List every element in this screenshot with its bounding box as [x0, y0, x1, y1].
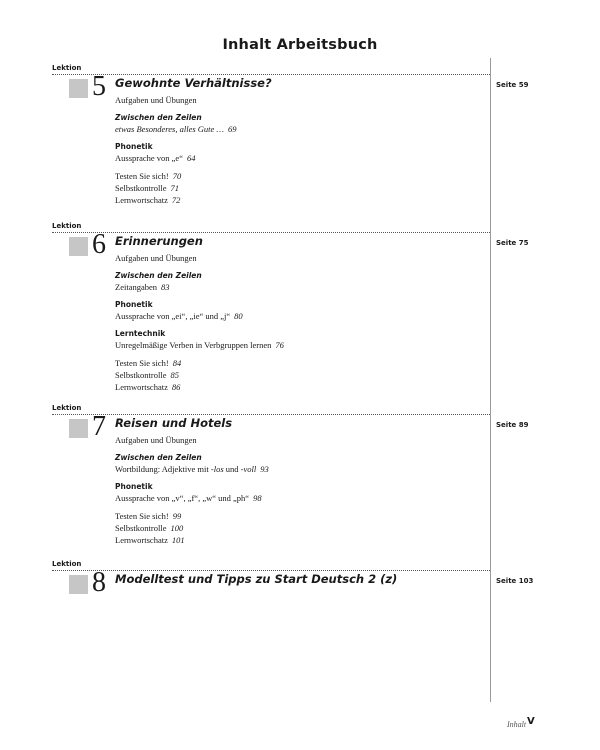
page-reference: Seite 75 [496, 239, 529, 247]
lerntechnik-entry: Unregelmäßige Verben in Verbgruppen lernen 76 [115, 340, 284, 350]
intro-line: Aufgaben und Übungen [115, 435, 197, 445]
zwischen-title: Zwischen den Zeilen [115, 113, 202, 122]
lesson-marker-box [69, 575, 88, 594]
intro-line: Aufgaben und Übungen [115, 253, 197, 263]
phonetik-title: Phonetik [115, 482, 153, 491]
selbstkontrolle-entry: Selbstkontrolle 85 [115, 370, 179, 380]
lernwortschatz-entry: Lernwortschatz 86 [115, 382, 181, 392]
footer-page-number: V [527, 716, 535, 727]
zwischen-entry: Zeitangaben 83 [115, 282, 170, 292]
lesson-heading[interactable]: Reisen und Hotels [115, 416, 233, 430]
lesson-number: 6 [92, 229, 106, 260]
lernwortschatz-entry: Lernwortschatz 72 [115, 195, 181, 205]
selbstkontrolle-entry: Selbstkontrolle 100 [115, 523, 184, 533]
dotted-divider [52, 74, 490, 75]
lesson-content [115, 572, 485, 590]
dotted-divider [52, 414, 490, 415]
lesson-number: 7 [92, 411, 106, 442]
lesson-number: 8 [92, 567, 106, 598]
lesson-label: Lektion [52, 404, 82, 412]
footer-section-name: Inhalt [507, 720, 527, 729]
zwischen-title: Zwischen den Zeilen [115, 453, 202, 462]
lesson-marker-box [69, 419, 88, 438]
lesson-label: Lektion [52, 222, 82, 230]
lesson-content [115, 234, 485, 393]
lesson-section-8 [52, 560, 552, 610]
lernwortschatz-entry: Lernwortschatz 101 [115, 535, 185, 545]
lesson-content [115, 76, 485, 206]
intro-line: Aufgaben und Übungen [115, 95, 197, 105]
selbstkontrolle-entry: Selbstkontrolle 71 [115, 183, 179, 193]
lerntechnik-title: Lerntechnik [115, 329, 166, 338]
phonetik-title: Phonetik [115, 142, 153, 151]
lesson-heading[interactable]: Erinnerungen [115, 234, 203, 248]
lesson-heading[interactable]: Modelltest und Tipps zu Start Deutsch 2 (z) [115, 572, 398, 586]
dotted-divider [52, 570, 490, 571]
lesson-content [115, 416, 485, 546]
lesson-section-5 [52, 64, 552, 214]
lesson-marker-box [69, 79, 88, 98]
page-title: Inhalt Arbeitsbuch [222, 37, 378, 53]
lesson-marker-box [69, 237, 88, 256]
lesson-label: Lektion [52, 560, 82, 568]
dotted-divider [52, 232, 490, 233]
page-reference: Seite 89 [496, 421, 529, 429]
lesson-heading[interactable]: Gewohnte Verhältnisse? [115, 76, 272, 90]
phonetik-entry: Aussprache von „e“ 64 [115, 153, 196, 163]
zwischen-entry: Wortbildung: Adjektive mit -los und -voll 93 [115, 464, 269, 474]
phonetik-entry: Aussprache von „ei“, „ie“ und „j“ 80 [115, 311, 243, 321]
phonetik-entry: Aussprache von „v“, „f“, „w“ und „ph“ 98 [115, 493, 262, 503]
page-reference: Seite 103 [496, 577, 534, 585]
testen-entry: Testen Sie sich! 99 [115, 511, 182, 521]
testen-entry: Testen Sie sich! 70 [115, 171, 182, 181]
zwischen-entry: etwas Besonderes, alles Gute … 69 [115, 124, 237, 134]
phonetik-title: Phonetik [115, 300, 153, 309]
zwischen-title: Zwischen den Zeilen [115, 271, 202, 280]
lesson-label: Lektion [52, 64, 82, 72]
lesson-section-7 [52, 404, 552, 554]
lesson-section-6 [52, 222, 552, 402]
lesson-number: 5 [92, 71, 106, 102]
page-reference: Seite 59 [496, 81, 529, 89]
testen-entry: Testen Sie sich! 84 [115, 358, 182, 368]
